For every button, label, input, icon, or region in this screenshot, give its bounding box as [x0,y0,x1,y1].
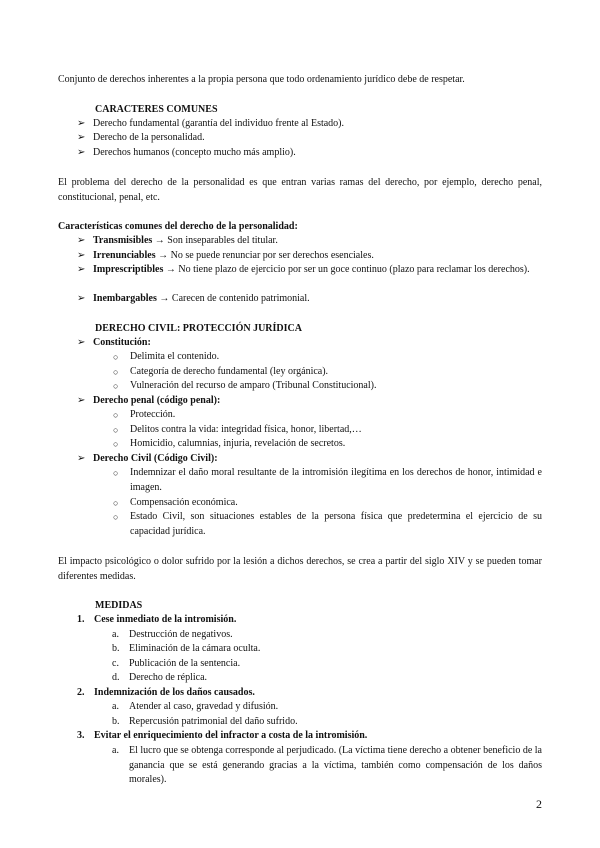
page-number: 2 [536,797,542,811]
arrow-bullet-icon: ➢ [77,132,86,143]
impacto-paragraph: El impacto psicológico o dolor sufrido por la lesión a dichos derechos, se crea a partir del siglo XIV y se pueden tomar diferentes medidas. [58,556,542,582]
arrow-bullet-icon: ➢ [77,147,86,158]
circle-bullet-icon: ○ [113,352,119,362]
problema-paragraph: El problema del derecho de la personalidad es que entran varias ramas del derecho, por ejemplo, derecho penal, constitucional, penal, etc. [58,177,542,203]
circle-bullet-icon: ○ [113,367,119,377]
caracteres-heading: CARACTERES COMUNES [95,104,218,115]
circle-bullet-icon: ○ [113,498,119,508]
circle-bullet-icon: ○ [113,468,119,478]
arrow-bullet-icon: ➢ [77,453,86,464]
arrow-bullet-icon: ➢ [77,250,86,261]
document-page: Conjunto de derechos inherentes a la propia persona que todo ordenamiento jurídico debe de respetar. CARACTERES COMUNES ➢ Derecho fundamental (garantía del individuo frente al Estado). ➢ Derecho de la personalidad. ➢ Derechos humanos (concepto mucho más amplio). El problema del derecho de la personalidad es que entran varias ramas del derecho, por ejemplo, derecho penal, constitucional, penal, etc. Características comunes del derecho de la personalidad: ➢ Transmisibles → Son inseparables del titular. ➢ Irrenunciables → No se puede renunciar por ser derechos esenciales. ➢ Imprescriptibles → No tiene plazo de ejercicio por ser un goce continuo (plazo para reclamar los derechos). ➢ Inembargables → Carecen de contenido patrimonial. DERECHO CIVIL: PROTECCIÓN JURÍDICA ➢ Constitución: ○ Delimita el contenido. ○ Categoría de derecho fundamental (ley orgánica). ○ Vulneración del recurso de amparo (Tribunal Constitucional). ➢ Derecho penal (código penal): ○ Protección. ○ Delitos contra la vida: integridad física, honor, libertad,… ○ Homicidio, calumnias, injuria, revelación de secretos. ➢ Derecho Civil (Código Civil): ○ Indemnizar el daño moral resultante de la intromisión ilegítima en los derechos de honor, intimidad e imagen. ○ Compensación económica. ○ Estado Civil, son situaciones estables de la persona física que predetermina el ejercicio de su capacidad jurídica. El impacto psicológico o dolor sufrido por la lesión a dichos derechos, se crea a partir del siglo XIV y se pueden tomar diferentes medidas. MEDIDAS 1. Cese inmediato de la intromisión. a. Destrucción de negativos. b. Eliminación de la cámara oculta. c. Publicación de la sentencia. d. Derecho de réplica. 2. Indemnización de los daños causados. a. Atender al caso, gravedad y difusión. b. Repercusión patrimonial del daño sufrido. 3. Evitar el enriquecimiento del infractor a costa de la intromisión. a. El lucro que se obtenga corresponde al perjudicado. (La víctima tiene derecho a obtener beneficio de la ganancia que se está generando gracias a la víctima, también como compensación de los daños morales). 2 [58,74,542,811]
arrow-bullet-icon: ➢ [77,118,86,129]
arrow-bullet-icon: ➢ [77,395,86,406]
medidas-heading: MEDIDAS [95,600,143,611]
arrow-bullet-icon: ➢ [77,264,86,275]
circle-bullet-icon: ○ [113,425,119,435]
circle-bullet-icon: ○ [113,410,119,420]
arrow-bullet-icon: ➢ [77,235,86,246]
circle-bullet-icon: ○ [113,381,119,391]
caracteristicas-heading: Características comunes del derecho de la personalidad: [58,221,298,232]
arrow-bullet-icon: ➢ [77,293,86,304]
circle-bullet-icon: ○ [113,439,119,449]
intro-paragraph: Conjunto de derechos inherentes a la propia persona que todo ordenamiento jurídico debe de respetar. [58,74,465,85]
circle-bullet-icon: ○ [113,512,119,522]
arrow-bullet-icon: ➢ [77,337,86,348]
proteccion-heading: DERECHO CIVIL: PROTECCIÓN JURÍDICA [95,323,302,334]
